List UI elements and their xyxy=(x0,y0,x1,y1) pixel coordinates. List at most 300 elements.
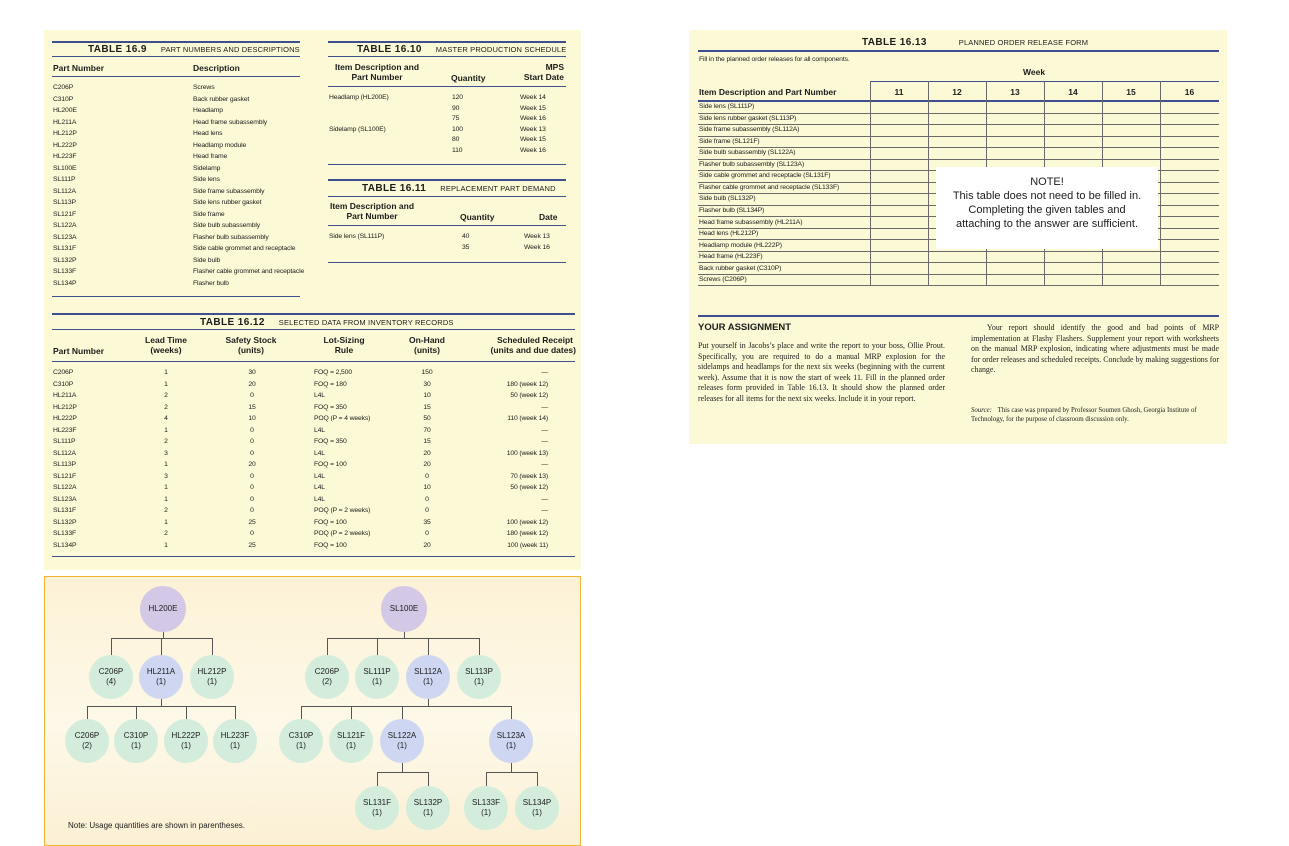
part-number: HL222P xyxy=(53,141,77,149)
mps-start-date: Week 16 xyxy=(520,115,546,123)
part-number: SL131F xyxy=(53,245,76,252)
safety-stock: 0 xyxy=(250,530,254,537)
t169-col-part: Part Number xyxy=(53,63,105,73)
t1610-rule xyxy=(328,86,566,87)
t1611-col-item-1: Item Description and xyxy=(329,201,415,211)
t169-rule xyxy=(52,296,300,297)
bom-connector-line xyxy=(186,706,187,719)
safety-stock: 30 xyxy=(248,369,256,376)
bom-connector-line xyxy=(327,638,328,655)
part-number: SL112A xyxy=(53,187,76,195)
week-header: 14 xyxy=(1068,87,1078,97)
t1610-col-qty: Quantity xyxy=(451,73,486,83)
part-number: SL111P xyxy=(53,176,76,183)
bom-connector-line xyxy=(479,638,480,655)
release-form-item: Head frame (HL223F) xyxy=(699,253,763,261)
lead-time: 1 xyxy=(164,461,168,468)
bom-node-hl211a xyxy=(139,655,183,699)
part-number: SL113P xyxy=(53,461,76,468)
source-label: Source: xyxy=(971,407,992,414)
bom-node-quantity: (1) xyxy=(372,677,382,686)
part-number: SL122A xyxy=(53,222,77,229)
part-number: SL123A xyxy=(53,495,77,503)
bom-node-quantity: (1) xyxy=(156,677,166,686)
release-form-item: Side bulb subassembly (SL122A) xyxy=(699,149,796,157)
t1610-col-mps-1: MPS xyxy=(545,62,564,72)
lot-sizing-rule: POQ (P = 2 weeks) xyxy=(314,507,371,514)
lot-sizing-rule: FOQ = 100 xyxy=(314,461,347,468)
bom-connector-line xyxy=(377,772,429,773)
t1612-rule xyxy=(52,556,575,557)
bom-node-quantity: (1) xyxy=(397,741,407,750)
part-description: Side frame subassembly xyxy=(193,187,265,195)
part-number: C310P xyxy=(53,95,74,103)
t1611-rule xyxy=(328,262,566,263)
bom-node-label: HL222P xyxy=(171,731,201,740)
bom-node-sl132p xyxy=(406,786,450,830)
lot-sizing-rule: FOQ = 350 xyxy=(314,438,347,445)
grid-row-line xyxy=(698,147,1219,148)
part-number: HL223F xyxy=(53,426,77,434)
release-form-item: Flasher bulb (SL134P) xyxy=(699,206,765,214)
t1613-top-rule xyxy=(698,50,1219,52)
demand-item: Side lens (SL111P) xyxy=(329,233,385,240)
bom-connector-line xyxy=(301,706,512,707)
mps-start-date: Week 14 xyxy=(520,94,546,101)
bom-node-quantity: (1) xyxy=(207,677,217,686)
part-number: SL111P xyxy=(53,438,76,445)
on-hand: 30 xyxy=(423,380,431,388)
on-hand: 10 xyxy=(423,484,431,491)
on-hand: 150 xyxy=(421,369,433,376)
note-body: This table does not need to be filled in. Completing the given tables and attaching to the answer are sufficient. xyxy=(952,190,1142,230)
mps-quantity: 90 xyxy=(452,104,460,112)
lead-time: 2 xyxy=(164,530,168,537)
t1610-title xyxy=(357,44,566,55)
scheduled-receipt: — xyxy=(541,461,548,468)
t1612-col-sr xyxy=(478,335,576,355)
assignment-left: Put yourself in Jacobs’s place and write the report to your boss, Ollie Prout. Specifically, you are required to do a manual MRP explosion for the sidelamps and headlamps for the next six weeks (beginning with the current week). Assume that it is now the start of week 11. Fill in the planned order releases form provided in Table 16.13. It should show the planned order releases for all items for the next six weeks. Include it in your report. xyxy=(698,341,945,403)
note-box xyxy=(936,167,1158,249)
t1611-title xyxy=(362,183,556,194)
part-number: C206P xyxy=(53,84,74,91)
t1612-title xyxy=(200,317,454,328)
part-number: SL131F xyxy=(53,507,76,514)
bom-node-sl112a xyxy=(406,655,450,699)
bom-node-quantity: (1) xyxy=(474,677,484,686)
bom-connector-line xyxy=(428,699,429,706)
lead-time: 2 xyxy=(164,403,168,411)
t1610-col-item xyxy=(329,62,425,82)
bom-note: Note: Usage quantities are shown in parentheses. xyxy=(68,821,245,830)
mps-quantity: 80 xyxy=(452,136,460,144)
part-number: SL112A xyxy=(53,449,76,457)
on-hand: 20 xyxy=(423,449,431,457)
bom-node-sl122a xyxy=(380,719,424,763)
t1610-caption: MASTER PRODUCTION SCHEDULE xyxy=(435,45,567,54)
safety-stock: 0 xyxy=(250,426,254,434)
t169-top-rule xyxy=(52,41,300,43)
on-hand: 0 xyxy=(425,530,429,537)
bom-node-c310p-b xyxy=(279,719,323,763)
t169-number: TABLE 16.9 xyxy=(88,44,147,55)
on-hand: 35 xyxy=(423,518,431,526)
lot-sizing-rule: L4L xyxy=(314,392,325,399)
safety-stock: 20 xyxy=(248,380,256,388)
mps-quantity: 100 xyxy=(452,125,463,133)
source-text: This case was prepared by Professor Soumen Ghosh, Georgia Institute of Technology, for the purpose of classroom discussion only. xyxy=(971,407,1197,424)
scheduled-receipt: 70 (week 13) xyxy=(510,472,548,480)
grid-row-line xyxy=(698,251,1219,252)
part-description: Side bulb xyxy=(193,256,221,264)
t1612-number: TABLE 16.12 xyxy=(200,317,265,328)
part-number: SL134P xyxy=(53,541,77,549)
bom-connector-line xyxy=(212,638,213,655)
part-number: HL212P xyxy=(53,130,77,137)
bom-connector-line xyxy=(377,772,378,786)
bom-node-sl121f xyxy=(329,719,373,763)
release-form-item: Side cable grommet and receptacle (SL131F) xyxy=(699,172,831,180)
scheduled-receipt: 180 (week 12) xyxy=(506,530,548,537)
bom-node-quantity: (1) xyxy=(372,808,382,817)
on-hand: 20 xyxy=(423,461,431,468)
lead-time: 3 xyxy=(164,472,168,480)
release-form-item: Side frame (SL121F) xyxy=(699,137,760,145)
t1612-col-sr-1: Scheduled Receipt xyxy=(496,335,573,345)
part-number: HL223F xyxy=(53,153,77,160)
safety-stock: 25 xyxy=(248,518,256,526)
lot-sizing-rule: FOQ = 100 xyxy=(314,541,347,549)
lot-sizing-rule: L4L xyxy=(314,472,325,480)
t1611-col-date: Date xyxy=(539,212,558,222)
on-hand: 0 xyxy=(425,495,429,503)
bom-connector-line xyxy=(511,706,512,719)
part-description: Sidelamp xyxy=(193,164,221,172)
bom-node-quantity: (1) xyxy=(346,741,356,750)
week-header: 15 xyxy=(1126,87,1136,97)
lead-time: 1 xyxy=(164,541,168,549)
part-number: SL133F xyxy=(53,268,76,275)
week-header: 16 xyxy=(1184,87,1195,97)
scheduled-receipt: — xyxy=(541,495,548,503)
on-hand: 15 xyxy=(423,438,431,445)
scheduled-receipt: 100 (week 13) xyxy=(506,449,548,457)
mps-quantity: 120 xyxy=(452,94,463,101)
assignment-heading: YOUR ASSIGNMENT xyxy=(698,322,792,333)
t1610-col-mps xyxy=(520,62,564,82)
assignment-source xyxy=(971,406,1219,425)
bom-node-label: SL133F xyxy=(471,798,501,807)
t1612-col-lt-2: (weeks) xyxy=(150,345,182,355)
part-description: Flasher bulb subassembly xyxy=(193,233,269,241)
bom-node-c206p-c xyxy=(65,719,109,763)
t1611-col-item xyxy=(329,201,415,221)
release-form-item: Side bulb (SL132P) xyxy=(699,195,756,203)
t1611-number: TABLE 16.11 xyxy=(362,183,427,194)
part-number: C310P xyxy=(53,380,74,388)
mps-start-date: Week 13 xyxy=(520,125,546,133)
lead-time: 1 xyxy=(164,369,168,376)
t1611-caption: REPLACEMENT PART DEMAND xyxy=(440,184,556,193)
bom-node-sl113p xyxy=(457,655,501,699)
part-number: SL133F xyxy=(53,530,76,537)
bom-connector-line xyxy=(537,772,538,786)
bom-connector-line xyxy=(428,772,429,786)
scheduled-receipt: — xyxy=(541,369,548,376)
grid-row-line xyxy=(698,124,1219,125)
bom-node-label: SL121F xyxy=(336,731,366,740)
week-header: 12 xyxy=(952,87,962,97)
on-hand: 10 xyxy=(423,392,431,399)
grid-row-line xyxy=(698,113,1219,114)
t1612-col-lot xyxy=(312,335,376,355)
bom-node-sl134p xyxy=(515,786,559,830)
bom-node-label: C206P xyxy=(314,667,340,676)
on-hand: 0 xyxy=(425,472,429,480)
bom-node-label: SL112A xyxy=(414,667,442,676)
t169-rule xyxy=(52,76,300,77)
lot-sizing-rule: FOQ = 100 xyxy=(314,518,347,526)
note-title: NOTE! xyxy=(1030,176,1064,188)
bom-node-c206p-a xyxy=(89,655,133,699)
grid-row-line xyxy=(698,136,1219,137)
part-description: Side cable grommet and receptacle xyxy=(193,245,296,252)
t1612-col-part: Part Number xyxy=(53,346,105,356)
release-form-item: Flasher cable grommet and receptacle (SL133F) xyxy=(699,183,840,191)
part-number: SL123A xyxy=(53,233,77,241)
t1610-rule xyxy=(328,164,566,165)
mps-start-date: Week 16 xyxy=(520,147,546,154)
part-description: Screws xyxy=(193,84,215,91)
bom-connector-line xyxy=(486,772,487,786)
bom-node-quantity: (1) xyxy=(296,741,306,750)
safety-stock: 15 xyxy=(248,403,256,411)
grid-row-line xyxy=(698,274,1219,275)
release-form-item: Head frame subassembly (HL211A) xyxy=(699,218,803,226)
bom-node-label: C206P xyxy=(98,667,124,676)
t1613-instructions: Fill in the planned order releases for all components. xyxy=(699,56,850,63)
scheduled-receipt: 110 (week 14) xyxy=(507,415,548,422)
part-number: HL222P xyxy=(53,415,77,422)
t1612-col-lot-1: Lot-Sizing xyxy=(323,335,365,345)
bom-node-hl222p xyxy=(164,719,208,763)
lot-sizing-rule: L4L xyxy=(314,495,325,503)
t1612-top-rule xyxy=(52,313,575,315)
bom-node-label: HL223F xyxy=(220,731,250,740)
part-number: SL134P xyxy=(53,279,77,287)
bom-connector-line xyxy=(136,706,137,719)
part-number: HL211A xyxy=(53,118,77,126)
mps-item: Sidelamp (SL100E) xyxy=(329,126,386,133)
part-description: Side lens xyxy=(193,176,220,183)
scheduled-receipt: 100 (week 12) xyxy=(506,518,548,526)
t169-col-desc: Description xyxy=(193,63,240,73)
t1612-rule xyxy=(52,329,575,330)
t1612-col-lt xyxy=(136,335,196,355)
bom-node-sl111p xyxy=(355,655,399,699)
bom-connector-line xyxy=(327,638,480,639)
week-header: 11 xyxy=(894,87,904,97)
part-number: SL113P xyxy=(53,199,76,206)
bom-connector-line xyxy=(111,638,112,655)
scheduled-receipt: 100 (week 11) xyxy=(507,541,548,549)
bom-node-quantity: (1) xyxy=(423,677,433,686)
safety-stock: 0 xyxy=(250,449,254,457)
grid-row-line xyxy=(698,262,1219,263)
bom-node-sl133f xyxy=(464,786,508,830)
mps-start-date: Week 15 xyxy=(520,136,546,144)
release-form-item: Flasher bulb subassembly (SL123A) xyxy=(699,160,805,168)
part-description: Back rubber gasket xyxy=(193,95,250,103)
bom-node-label: SL111P xyxy=(363,667,391,676)
safety-stock: 0 xyxy=(250,507,254,514)
t169-rule xyxy=(52,56,300,57)
release-form-item: Head lens (HL212P) xyxy=(699,230,759,238)
demand-quantity: 35 xyxy=(462,243,470,251)
bom-node-quantity: (2) xyxy=(322,677,332,686)
scheduled-receipt: — xyxy=(541,438,548,445)
assignment-right: Your report should identify the good and bad points of MRP implementation at Flashy Flashers. Supplement your report with worksheets on the manual MRP explosion, indicating where adjustments must be made for order releases and scheduled receipts. Conclude by making suggestions for change. xyxy=(971,323,1219,375)
part-number: SL121F xyxy=(53,472,76,480)
scheduled-receipt: — xyxy=(541,507,548,514)
t1613-title xyxy=(862,37,1088,48)
release-form-item: Side lens rubber gasket (SL113P) xyxy=(699,114,797,122)
lead-time: 2 xyxy=(164,392,168,399)
release-form-item: Back rubber gasket (C310P) xyxy=(699,264,782,272)
part-number: SL121F xyxy=(53,210,76,218)
t1612-col-lt-1: Lead Time xyxy=(145,335,187,345)
lot-sizing-rule: POQ (P = 4 weeks) xyxy=(314,415,371,422)
safety-stock: 0 xyxy=(250,438,254,445)
t1612-col-sr-2: (units and due dates) xyxy=(490,345,576,355)
bom-node-quantity: (1) xyxy=(230,741,240,750)
part-number: SL132P xyxy=(53,518,77,526)
bom-node-label: SL132P xyxy=(413,798,443,807)
bom-node-quantity: (4) xyxy=(106,677,116,686)
t1613-rule xyxy=(698,100,1219,102)
bom-connector-line xyxy=(161,699,162,706)
part-description: Side lens rubber gasket xyxy=(193,199,262,206)
bom-connector-line xyxy=(351,706,352,719)
bom-connector-line xyxy=(428,638,429,655)
lot-sizing-rule: L4L xyxy=(314,426,325,434)
t1611-rule xyxy=(328,225,566,226)
lead-time: 1 xyxy=(164,495,168,503)
part-description: Head frame xyxy=(193,153,228,160)
lot-sizing-rule: L4L xyxy=(314,484,325,491)
part-description: Flasher bulb xyxy=(193,279,229,287)
safety-stock: 10 xyxy=(248,415,256,422)
scheduled-receipt: 50 (week 12) xyxy=(510,392,548,399)
week-header: 13 xyxy=(1010,87,1020,97)
bom-connector-line xyxy=(235,706,236,719)
t1613-col-item: Item Description and Part Number xyxy=(699,87,837,97)
bom-node-label: SL123A xyxy=(496,731,526,740)
bom-node-label: SL100E xyxy=(389,604,419,613)
grid-row-line xyxy=(698,285,1219,286)
part-description: Head frame subassembly xyxy=(193,118,268,126)
release-form-item: Screws (C206P) xyxy=(699,276,747,284)
bom-connector-line xyxy=(511,763,512,772)
bom-node-label: C310P xyxy=(288,731,314,740)
demand-date: Week 13 xyxy=(524,233,550,240)
bom-node-label: SL113P xyxy=(465,667,493,676)
lead-time: 3 xyxy=(164,449,168,457)
part-description: Side frame xyxy=(193,210,225,218)
t1612-caption: SELECTED DATA FROM INVENTORY RECORDS xyxy=(278,318,454,327)
bom-node-c206p-b xyxy=(305,655,349,699)
assignment-rule xyxy=(698,315,1219,317)
bom-node-label: HL212P xyxy=(197,667,227,676)
t1612-col-lot-2: Rule xyxy=(334,345,354,355)
part-number: SL122A xyxy=(53,484,77,491)
bom-connector-line xyxy=(377,638,378,655)
t1610-number: TABLE 16.10 xyxy=(357,44,422,55)
bom-node-quantity: (1) xyxy=(532,808,542,817)
grid-row-line xyxy=(698,159,1219,160)
part-description: Headlamp xyxy=(193,107,223,114)
t1611-top-rule xyxy=(328,179,566,181)
t1613-number: TABLE 16.13 xyxy=(862,37,927,48)
lot-sizing-rule: L4L xyxy=(314,449,325,457)
bom-node-quantity: (1) xyxy=(181,741,191,750)
scheduled-receipt: — xyxy=(541,403,548,411)
lead-time: 1 xyxy=(164,484,168,491)
bom-node-quantity: (1) xyxy=(481,808,491,817)
t1613-caption: PLANNED ORDER RELEASE FORM xyxy=(958,38,1089,47)
bom-node-label: C310P xyxy=(123,731,149,740)
bom-node-label: HL200E xyxy=(148,604,178,613)
safety-stock: 25 xyxy=(248,541,256,549)
t169-title xyxy=(88,44,300,55)
bom-node-hl212p xyxy=(190,655,234,699)
lead-time: 1 xyxy=(164,518,168,526)
on-hand: 50 xyxy=(423,415,431,422)
on-hand: 70 xyxy=(423,426,431,434)
t1611-col-item-2: Part Number xyxy=(346,211,398,221)
t1610-col-mps-2: Start Date xyxy=(523,72,564,82)
on-hand: 0 xyxy=(425,507,429,514)
safety-stock: 0 xyxy=(250,495,254,503)
release-form-item: Side frame subassembly (SL112A) xyxy=(699,126,800,134)
t1612-col-oh xyxy=(400,335,454,355)
t1610-top-rule xyxy=(328,41,566,43)
part-number: C206P xyxy=(53,369,74,376)
bom-node-quantity: (1) xyxy=(506,741,516,750)
lead-time: 2 xyxy=(164,438,168,445)
bom-connector-line xyxy=(87,706,88,719)
bom-node-hl200e xyxy=(140,586,186,632)
bom-connector-line xyxy=(402,763,403,772)
lead-time: 4 xyxy=(164,415,168,422)
part-number: SL132P xyxy=(53,256,77,264)
bom-node-label: C206P xyxy=(74,731,100,740)
bom-connector-line xyxy=(486,772,538,773)
bom-node-sl123a xyxy=(489,719,533,763)
bom-connector-line xyxy=(301,706,302,719)
lead-time: 1 xyxy=(164,380,168,388)
lead-time: 1 xyxy=(164,426,168,434)
t1610-col-item-1: Item Description and xyxy=(334,62,420,72)
safety-stock: 20 xyxy=(248,461,256,468)
part-number: SL100E xyxy=(53,164,77,172)
demand-quantity: 40 xyxy=(462,233,470,240)
bom-node-quantity: (1) xyxy=(131,741,141,750)
part-number: HL200E xyxy=(53,107,77,114)
part-description: Flasher cable grommet and receptacle xyxy=(193,268,305,275)
bom-connector-line xyxy=(111,638,213,639)
bom-node-label: HL211A xyxy=(146,667,176,676)
